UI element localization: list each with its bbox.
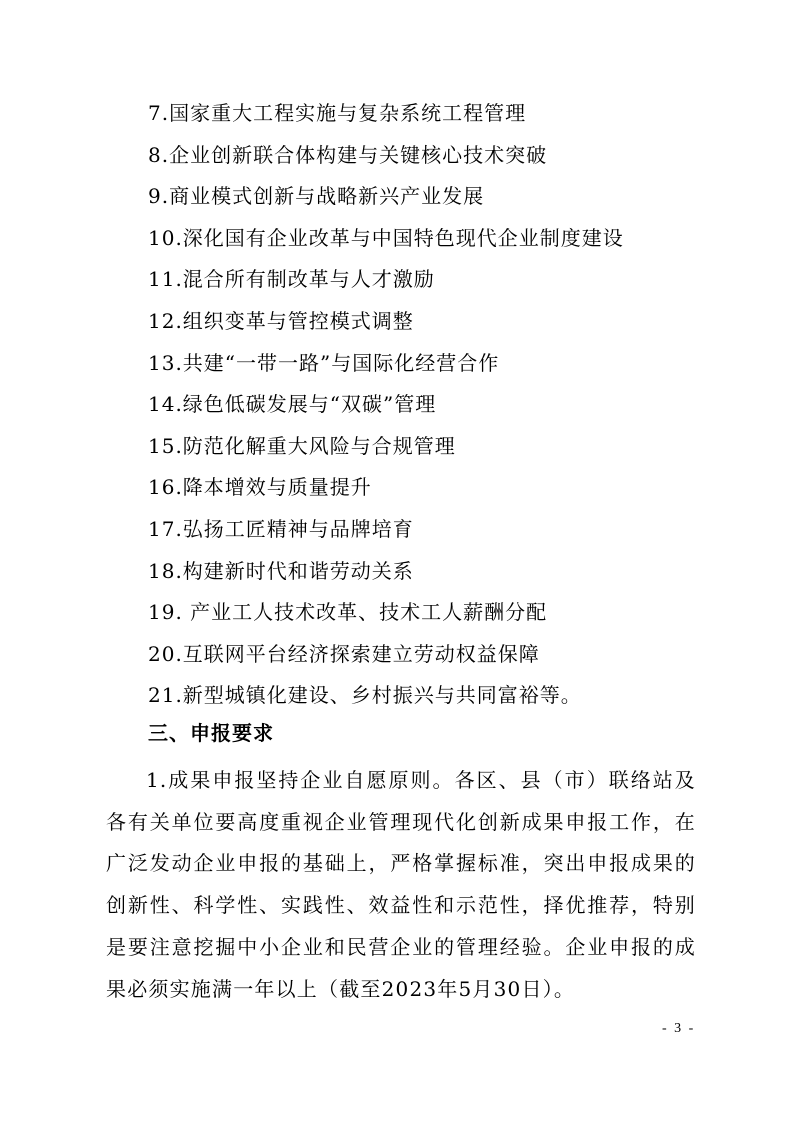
list-item: 15.防范化解重大风险与合规管理: [148, 433, 456, 458]
list-item: 16.降本增效与质量提升: [148, 475, 372, 500]
requirements-paragraph: 1.成果申报坚持企业自愿原则。各区、县（市）联络站及各有关单位要高度重视企业管理现代化创新成果申报工作，在广泛发动企业申报的基础上，严格掌握标准，突出申报成果的创新性、科学性、实践性、效益性和示范性，择优推荐，特别是要注意挖掘中小企业和民营企业的管理经验。企业申报的成果必须实施满一年以上（截至2023年5月30日）。: [106, 768, 696, 1001]
list-item: 14.绿色低碳发展与“双碳”管理: [148, 392, 437, 417]
list-item: 11.混合所有制改革与人才激励: [148, 267, 435, 292]
list-item: 10.深化国有企业改革与中国特色现代企业制度建设: [148, 225, 624, 250]
section-heading: 三、申报要求: [148, 721, 274, 745]
list-item: 9.商业模式创新与战略新兴产业发展: [148, 184, 485, 209]
topic-list: [148, 93, 708, 717]
page-number: - 3 -: [662, 1021, 696, 1036]
list-item: 8.企业创新联合体构建与关键核心技术突破: [148, 142, 548, 167]
list-item: 18.构建新时代和谐劳动关系: [148, 558, 414, 583]
list-item: 20.互联网平台经济探索建立劳动权益保障: [148, 641, 540, 666]
list-item: 19. 产业工人技术改革、技术工人薪酬分配: [148, 600, 548, 625]
list-item: 17.弘扬工匠精神与品牌培育: [148, 516, 414, 541]
list-item: 7.国家重大工程实施与复杂系统工程管理: [148, 101, 527, 125]
list-item: 21.新型城镇化建设、乡村振兴与共同富裕等。: [148, 683, 582, 708]
list-item: 13.共建“一带一路”与国际化经营合作: [148, 350, 500, 375]
list-item: 12.组织变革与管控模式调整: [148, 308, 414, 333]
